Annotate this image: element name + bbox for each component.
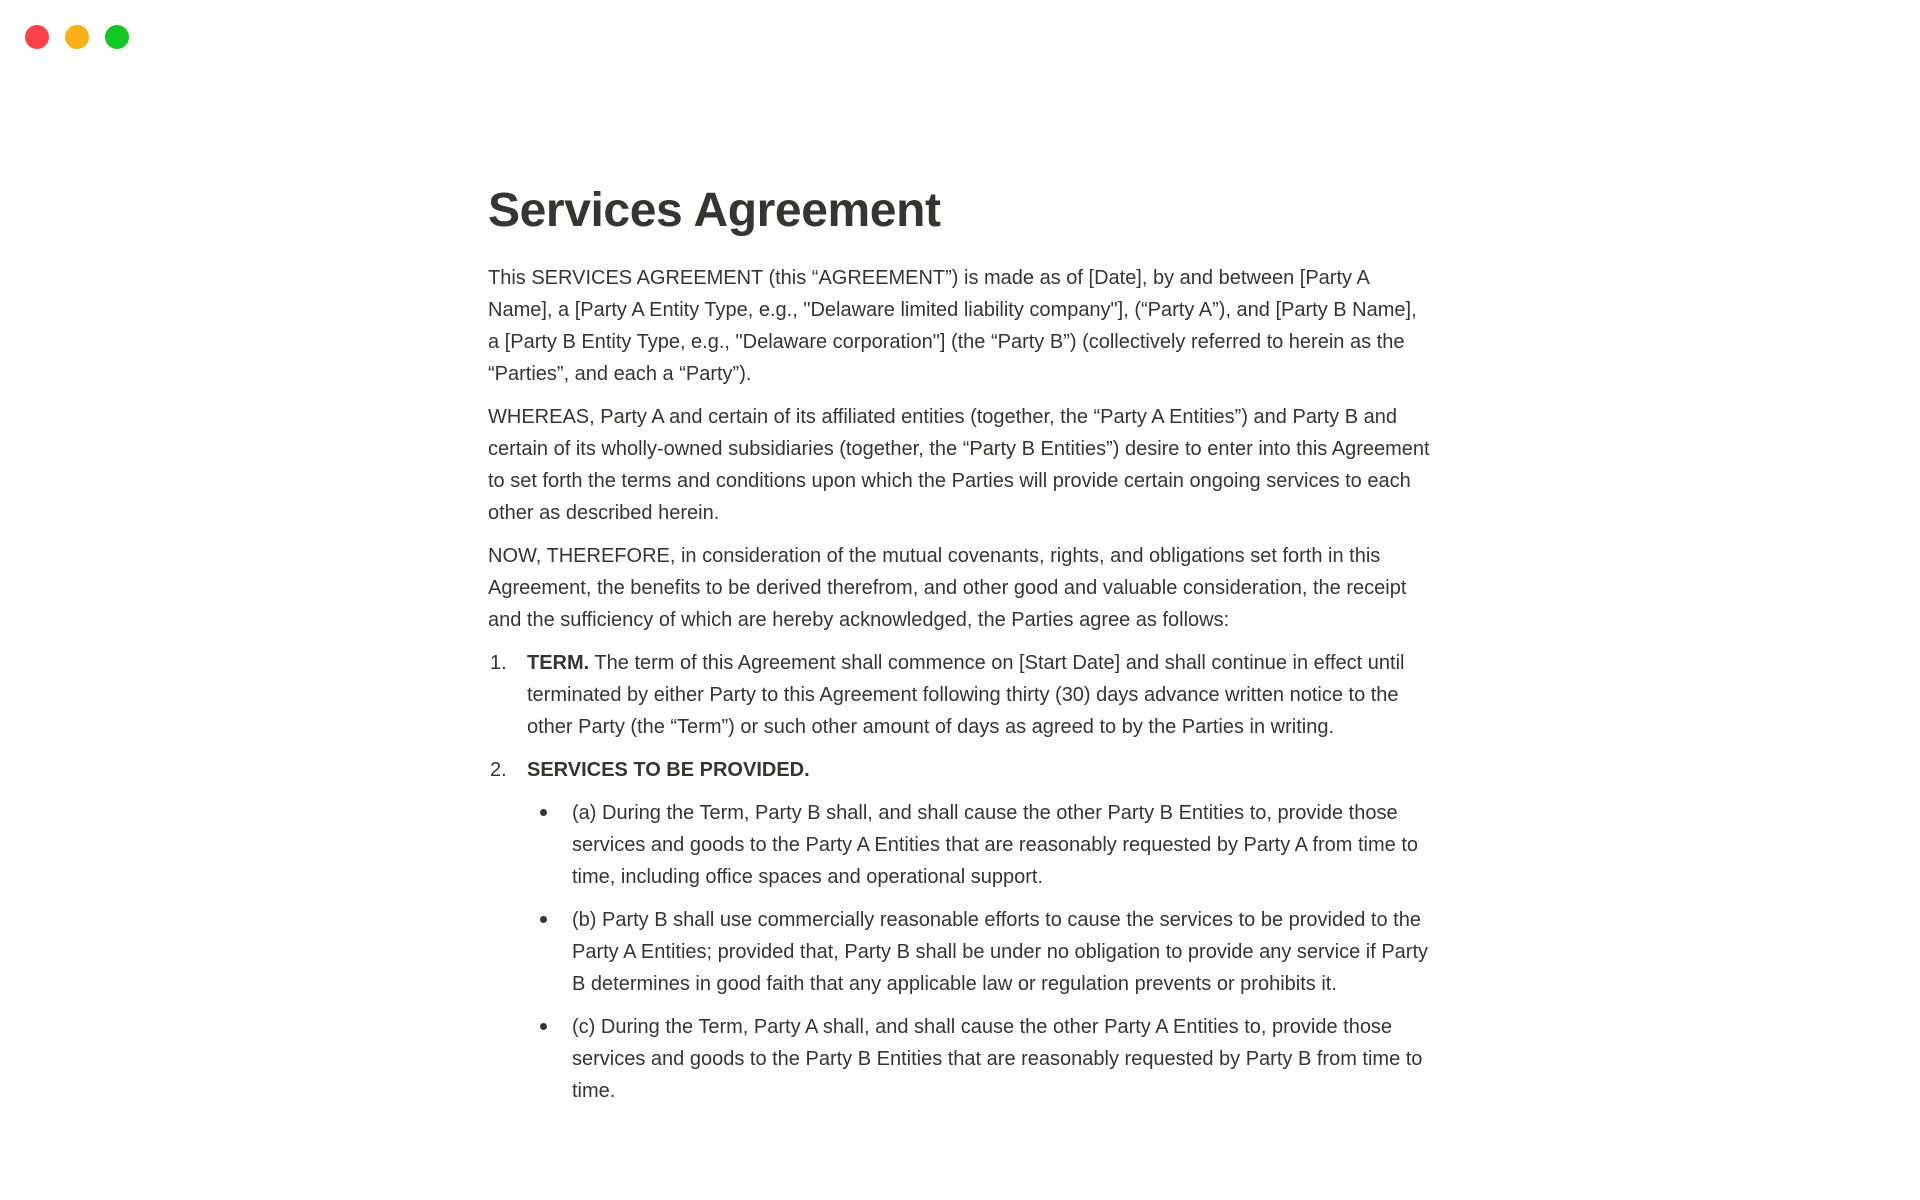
page-title[interactable]: Services Agreement: [488, 184, 941, 237]
list-item-text[interactable]: [527, 754, 1432, 1107]
paragraph-whereas[interactable]: WHEREAS, Party A and certain of its affiliated entities (together, the “Party A Entities”) and Party B and certain of its wholly-owned subsidiaries (together, the “Party B Entities”) desire to enter into this Agreement to set forth the terms and conditions upon which the Parties will provide certain ongoing services to each other as described herein.: [488, 406, 1430, 524]
bullet-text[interactable]: (a) During the Term, Party B shall, and shall cause the other Party B Entities to, provide those services and goods to the Party A Entities that are reasonably requested by Party A from time to time, including office spaces and operational support.: [572, 802, 1419, 888]
list-number: 2.: [490, 759, 507, 781]
window-controls: [25, 25, 129, 49]
services-bullet-list: [539, 797, 1432, 1107]
list-item-services: [488, 754, 1432, 1107]
bullet-icon: [539, 1011, 572, 1107]
document-page: [488, 0, 1432, 1107]
bullet-icon: [539, 797, 572, 893]
bullet-item-a: [539, 797, 1432, 893]
paragraph-preamble[interactable]: This SERVICES AGREEMENT (this “AGREEMENT”) is made as of [Date], by and between [Party A Name], a [Party A Entity Type, e.g., "Delaware limited liability company"], (“Party A”), and [Party B Name], a [Party B Entity Type, e.g., "Delaware corporation"] (the “Party B”) (collectively referred to herein as the “Parties”, and each a “Party”).: [488, 267, 1417, 385]
list-number: 1.: [490, 652, 507, 674]
services-heading: SERVICES TO BE PROVIDED.: [527, 759, 810, 781]
close-button[interactable]: [25, 25, 49, 49]
zoom-button[interactable]: [105, 25, 129, 49]
list-item-term: [488, 647, 1432, 743]
list-item-text[interactable]: [527, 647, 1432, 743]
bullet-item-b: [539, 904, 1432, 1000]
bullet-text[interactable]: (c) During the Term, Party A shall, and shall cause the other Party A Entities to, provide those services and goods to the Party B Entities that are reasonably requested by Party B from time to time.: [572, 1016, 1423, 1102]
numbered-list: [488, 647, 1432, 1107]
bullet-icon: [539, 904, 572, 1000]
bullet-item-c: [539, 1011, 1432, 1107]
term-heading: TERM.: [527, 652, 590, 674]
bullet-text[interactable]: (b) Party B shall use commercially reasonable efforts to cause the services to be provided to the Party A Entities; provided that, Party B shall be under no obligation to provide any service if Party B determines in good faith that any applicable law or regulation prevents or prohibits it.: [572, 909, 1429, 995]
minimize-button[interactable]: [65, 25, 89, 49]
paragraph-now-therefore[interactable]: NOW, THEREFORE, in consideration of the mutual covenants, rights, and obligations set forth in this Agreement, the benefits to be derived therefrom, and other good and valuable consideration, the receipt and the sufficiency of which are hereby acknowledged, the Parties agree as follows:: [488, 545, 1407, 631]
term-body: The term of this Agreement shall commence on [Start Date] and shall continue in effect until terminated by either Party to this Agreement following thirty (30) days advance written notice to the other Party (the “Term”) or such other amount of days as agreed to by the Parties in writing.: [527, 652, 1405, 738]
